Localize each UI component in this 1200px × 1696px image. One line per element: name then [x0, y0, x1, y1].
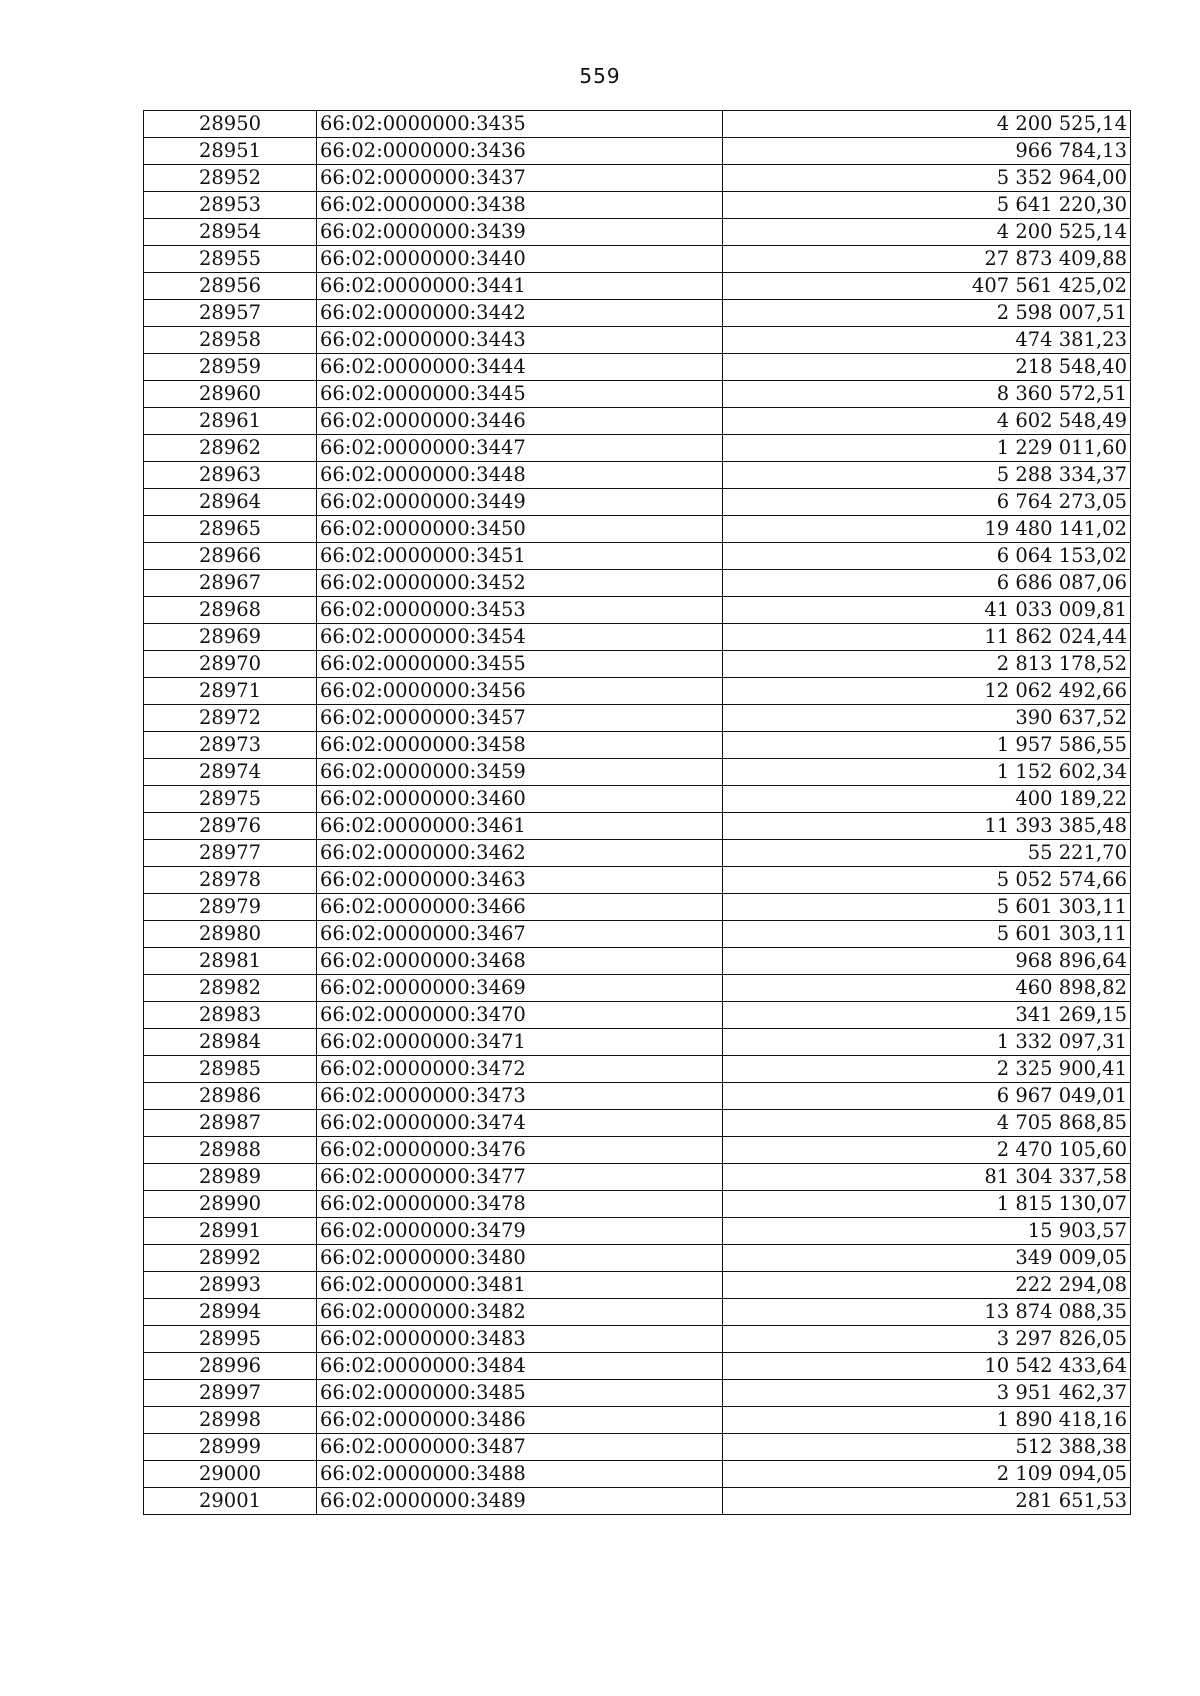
row-number-cell: 28993	[144, 1272, 317, 1299]
table-row	[144, 894, 1131, 921]
table-row	[144, 1326, 1131, 1353]
row-number-cell: 28967	[144, 570, 317, 597]
cadastral-number-cell: 66:02:0000000:3485	[317, 1380, 723, 1407]
value-cell: 2 598 007,51	[723, 300, 1131, 327]
value-cell: 2 325 900,41	[723, 1056, 1131, 1083]
row-number-cell: 28998	[144, 1407, 317, 1434]
table-row	[144, 732, 1131, 759]
cadastral-number-cell: 66:02:0000000:3472	[317, 1056, 723, 1083]
cadastral-number-cell: 66:02:0000000:3476	[317, 1137, 723, 1164]
table-row	[144, 1353, 1131, 1380]
value-cell: 474 381,23	[723, 327, 1131, 354]
cadastral-number-cell: 66:02:0000000:3487	[317, 1434, 723, 1461]
cadastral-number-cell: 66:02:0000000:3448	[317, 462, 723, 489]
value-cell: 11 862 024,44	[723, 624, 1131, 651]
value-cell: 5 601 303,11	[723, 921, 1131, 948]
value-cell: 390 637,52	[723, 705, 1131, 732]
table-row	[144, 408, 1131, 435]
row-number-cell: 28994	[144, 1299, 317, 1326]
row-number-cell: 28999	[144, 1434, 317, 1461]
row-number-cell: 28965	[144, 516, 317, 543]
value-cell: 1 957 586,55	[723, 732, 1131, 759]
value-cell: 8 360 572,51	[723, 381, 1131, 408]
cadastral-number-cell: 66:02:0000000:3470	[317, 1002, 723, 1029]
table-row	[144, 1218, 1131, 1245]
table-row	[144, 1272, 1131, 1299]
row-number-cell: 28960	[144, 381, 317, 408]
row-number-cell: 28951	[144, 138, 317, 165]
table-row	[144, 381, 1131, 408]
table-row	[144, 246, 1131, 273]
value-cell: 4 602 548,49	[723, 408, 1131, 435]
cadastral-number-cell: 66:02:0000000:3479	[317, 1218, 723, 1245]
value-cell: 222 294,08	[723, 1272, 1131, 1299]
value-cell: 6 686 087,06	[723, 570, 1131, 597]
cadastral-number-cell: 66:02:0000000:3473	[317, 1083, 723, 1110]
value-cell: 966 784,13	[723, 138, 1131, 165]
cadastral-number-cell: 66:02:0000000:3450	[317, 516, 723, 543]
cadastral-number-cell: 66:02:0000000:3467	[317, 921, 723, 948]
row-number-cell: 28963	[144, 462, 317, 489]
table-row	[144, 1164, 1131, 1191]
row-number-cell: 28961	[144, 408, 317, 435]
table-row	[144, 678, 1131, 705]
row-number-cell: 28970	[144, 651, 317, 678]
table-row	[144, 192, 1131, 219]
value-cell: 5 288 334,37	[723, 462, 1131, 489]
cadastral-number-cell: 66:02:0000000:3438	[317, 192, 723, 219]
table-row	[144, 300, 1131, 327]
row-number-cell: 28996	[144, 1353, 317, 1380]
table-row	[144, 786, 1131, 813]
row-number-cell: 28991	[144, 1218, 317, 1245]
page-number: 559	[579, 64, 621, 88]
table-row	[144, 489, 1131, 516]
value-cell: 5 052 574,66	[723, 867, 1131, 894]
table-row	[144, 435, 1131, 462]
value-cell: 6 064 153,02	[723, 543, 1131, 570]
row-number-cell: 28962	[144, 435, 317, 462]
value-cell: 11 393 385,48	[723, 813, 1131, 840]
row-number-cell: 28974	[144, 759, 317, 786]
table-row	[144, 111, 1131, 138]
table-row	[144, 516, 1131, 543]
cadastral-number-cell: 66:02:0000000:3468	[317, 948, 723, 975]
value-cell: 1 890 418,16	[723, 1407, 1131, 1434]
row-number-cell: 28988	[144, 1137, 317, 1164]
value-cell: 81 304 337,58	[723, 1164, 1131, 1191]
cadastral-number-cell: 66:02:0000000:3455	[317, 651, 723, 678]
row-number-cell: 28956	[144, 273, 317, 300]
cadastral-number-cell: 66:02:0000000:3440	[317, 246, 723, 273]
table-row	[144, 705, 1131, 732]
value-cell: 15 903,57	[723, 1218, 1131, 1245]
row-number-cell: 28989	[144, 1164, 317, 1191]
table-row	[144, 1191, 1131, 1218]
value-cell: 968 896,64	[723, 948, 1131, 975]
cadastral-number-cell: 66:02:0000000:3446	[317, 408, 723, 435]
value-cell: 218 548,40	[723, 354, 1131, 381]
row-number-cell: 28957	[144, 300, 317, 327]
row-number-cell: 28969	[144, 624, 317, 651]
value-cell: 3 297 826,05	[723, 1326, 1131, 1353]
table-row	[144, 165, 1131, 192]
cadastral-number-cell: 66:02:0000000:3477	[317, 1164, 723, 1191]
value-cell: 1 332 097,31	[723, 1029, 1131, 1056]
value-cell: 19 480 141,02	[723, 516, 1131, 543]
cadastral-number-cell: 66:02:0000000:3447	[317, 435, 723, 462]
row-number-cell: 28955	[144, 246, 317, 273]
value-cell: 10 542 433,64	[723, 1353, 1131, 1380]
row-number-cell: 28982	[144, 975, 317, 1002]
value-cell: 349 009,05	[723, 1245, 1131, 1272]
cadastral-number-cell: 66:02:0000000:3442	[317, 300, 723, 327]
table-row	[144, 1434, 1131, 1461]
value-cell: 41 033 009,81	[723, 597, 1131, 624]
row-number-cell: 28986	[144, 1083, 317, 1110]
table-row	[144, 1461, 1131, 1488]
value-cell: 5 352 964,00	[723, 165, 1131, 192]
cadastral-number-cell: 66:02:0000000:3452	[317, 570, 723, 597]
cadastral-number-cell: 66:02:0000000:3458	[317, 732, 723, 759]
value-cell: 27 873 409,88	[723, 246, 1131, 273]
table-row	[144, 813, 1131, 840]
table-row	[144, 1299, 1131, 1326]
row-number-cell: 28952	[144, 165, 317, 192]
row-number-cell: 28966	[144, 543, 317, 570]
value-cell: 341 269,15	[723, 1002, 1131, 1029]
cadastral-number-cell: 66:02:0000000:3482	[317, 1299, 723, 1326]
row-number-cell: 29001	[144, 1488, 317, 1515]
table-row	[144, 1110, 1131, 1137]
registry-table	[143, 110, 1131, 1515]
value-cell: 4 200 525,14	[723, 219, 1131, 246]
row-number-cell: 28977	[144, 840, 317, 867]
cadastral-number-cell: 66:02:0000000:3444	[317, 354, 723, 381]
row-number-cell: 28972	[144, 705, 317, 732]
value-cell: 6 764 273,05	[723, 489, 1131, 516]
value-cell: 407 561 425,02	[723, 273, 1131, 300]
row-number-cell: 28976	[144, 813, 317, 840]
table-row	[144, 1137, 1131, 1164]
table-row	[144, 1407, 1131, 1434]
table-row	[144, 327, 1131, 354]
table-row	[144, 273, 1131, 300]
row-number-cell: 28992	[144, 1245, 317, 1272]
cadastral-number-cell: 66:02:0000000:3484	[317, 1353, 723, 1380]
table-row	[144, 219, 1131, 246]
value-cell: 2 813 178,52	[723, 651, 1131, 678]
value-cell: 2 470 105,60	[723, 1137, 1131, 1164]
row-number-cell: 28981	[144, 948, 317, 975]
table-row	[144, 1488, 1131, 1515]
value-cell: 1 152 602,34	[723, 759, 1131, 786]
cadastral-number-cell: 66:02:0000000:3439	[317, 219, 723, 246]
table-row	[144, 1056, 1131, 1083]
value-cell: 1 815 130,07	[723, 1191, 1131, 1218]
table-row	[144, 651, 1131, 678]
row-number-cell: 28973	[144, 732, 317, 759]
row-number-cell: 28997	[144, 1380, 317, 1407]
value-cell: 55 221,70	[723, 840, 1131, 867]
row-number-cell: 28953	[144, 192, 317, 219]
value-cell: 3 951 462,37	[723, 1380, 1131, 1407]
table-row	[144, 759, 1131, 786]
cadastral-number-cell: 66:02:0000000:3453	[317, 597, 723, 624]
value-cell: 4 200 525,14	[723, 111, 1131, 138]
cadastral-number-cell: 66:02:0000000:3445	[317, 381, 723, 408]
row-number-cell: 28980	[144, 921, 317, 948]
cadastral-number-cell: 66:02:0000000:3435	[317, 111, 723, 138]
cadastral-number-cell: 66:02:0000000:3478	[317, 1191, 723, 1218]
cadastral-number-cell: 66:02:0000000:3457	[317, 705, 723, 732]
cadastral-number-cell: 66:02:0000000:3451	[317, 543, 723, 570]
table-row	[144, 921, 1131, 948]
table-row	[144, 840, 1131, 867]
table-row	[144, 543, 1131, 570]
cadastral-number-cell: 66:02:0000000:3466	[317, 894, 723, 921]
table-body	[144, 111, 1131, 1515]
value-cell: 512 388,38	[723, 1434, 1131, 1461]
row-number-cell: 28987	[144, 1110, 317, 1137]
value-cell: 460 898,82	[723, 975, 1131, 1002]
row-number-cell: 28971	[144, 678, 317, 705]
row-number-cell: 28950	[144, 111, 317, 138]
table-row	[144, 462, 1131, 489]
row-number-cell: 28959	[144, 354, 317, 381]
cadastral-number-cell: 66:02:0000000:3489	[317, 1488, 723, 1515]
cadastral-number-cell: 66:02:0000000:3481	[317, 1272, 723, 1299]
value-cell: 12 062 492,66	[723, 678, 1131, 705]
cadastral-number-cell: 66:02:0000000:3486	[317, 1407, 723, 1434]
row-number-cell: 28983	[144, 1002, 317, 1029]
table-row	[144, 948, 1131, 975]
table-row	[144, 354, 1131, 381]
value-cell: 281 651,53	[723, 1488, 1131, 1515]
row-number-cell: 29000	[144, 1461, 317, 1488]
value-cell: 13 874 088,35	[723, 1299, 1131, 1326]
cadastral-number-cell: 66:02:0000000:3471	[317, 1029, 723, 1056]
cadastral-number-cell: 66:02:0000000:3443	[317, 327, 723, 354]
cadastral-number-cell: 66:02:0000000:3488	[317, 1461, 723, 1488]
cadastral-number-cell: 66:02:0000000:3459	[317, 759, 723, 786]
value-cell: 1 229 011,60	[723, 435, 1131, 462]
table-row	[144, 975, 1131, 1002]
value-cell: 6 967 049,01	[723, 1083, 1131, 1110]
cadastral-number-cell: 66:02:0000000:3462	[317, 840, 723, 867]
table-row	[144, 138, 1131, 165]
table-row	[144, 1083, 1131, 1110]
value-cell: 2 109 094,05	[723, 1461, 1131, 1488]
cadastral-number-cell: 66:02:0000000:3441	[317, 273, 723, 300]
row-number-cell: 28968	[144, 597, 317, 624]
table-row	[144, 1002, 1131, 1029]
cadastral-number-cell: 66:02:0000000:3436	[317, 138, 723, 165]
row-number-cell: 28975	[144, 786, 317, 813]
cadastral-number-cell: 66:02:0000000:3474	[317, 1110, 723, 1137]
value-cell: 4 705 868,85	[723, 1110, 1131, 1137]
cadastral-number-cell: 66:02:0000000:3480	[317, 1245, 723, 1272]
table-row	[144, 570, 1131, 597]
table-row	[144, 624, 1131, 651]
cadastral-number-cell: 66:02:0000000:3449	[317, 489, 723, 516]
row-number-cell: 28979	[144, 894, 317, 921]
row-number-cell: 28984	[144, 1029, 317, 1056]
cadastral-number-cell: 66:02:0000000:3469	[317, 975, 723, 1002]
cadastral-number-cell: 66:02:0000000:3437	[317, 165, 723, 192]
value-cell: 5 641 220,30	[723, 192, 1131, 219]
cadastral-number-cell: 66:02:0000000:3454	[317, 624, 723, 651]
row-number-cell: 28978	[144, 867, 317, 894]
row-number-cell: 28995	[144, 1326, 317, 1353]
row-number-cell: 28985	[144, 1056, 317, 1083]
cadastral-number-cell: 66:02:0000000:3463	[317, 867, 723, 894]
table-row	[144, 597, 1131, 624]
cadastral-number-cell: 66:02:0000000:3456	[317, 678, 723, 705]
table-row	[144, 1029, 1131, 1056]
cadastral-number-cell: 66:02:0000000:3483	[317, 1326, 723, 1353]
row-number-cell: 28990	[144, 1191, 317, 1218]
row-number-cell: 28964	[144, 489, 317, 516]
row-number-cell: 28958	[144, 327, 317, 354]
cadastral-number-cell: 66:02:0000000:3460	[317, 786, 723, 813]
value-cell: 400 189,22	[723, 786, 1131, 813]
value-cell: 5 601 303,11	[723, 894, 1131, 921]
cadastral-number-cell: 66:02:0000000:3461	[317, 813, 723, 840]
table-row	[144, 1380, 1131, 1407]
table-row	[144, 1245, 1131, 1272]
row-number-cell: 28954	[144, 219, 317, 246]
table-row	[144, 867, 1131, 894]
